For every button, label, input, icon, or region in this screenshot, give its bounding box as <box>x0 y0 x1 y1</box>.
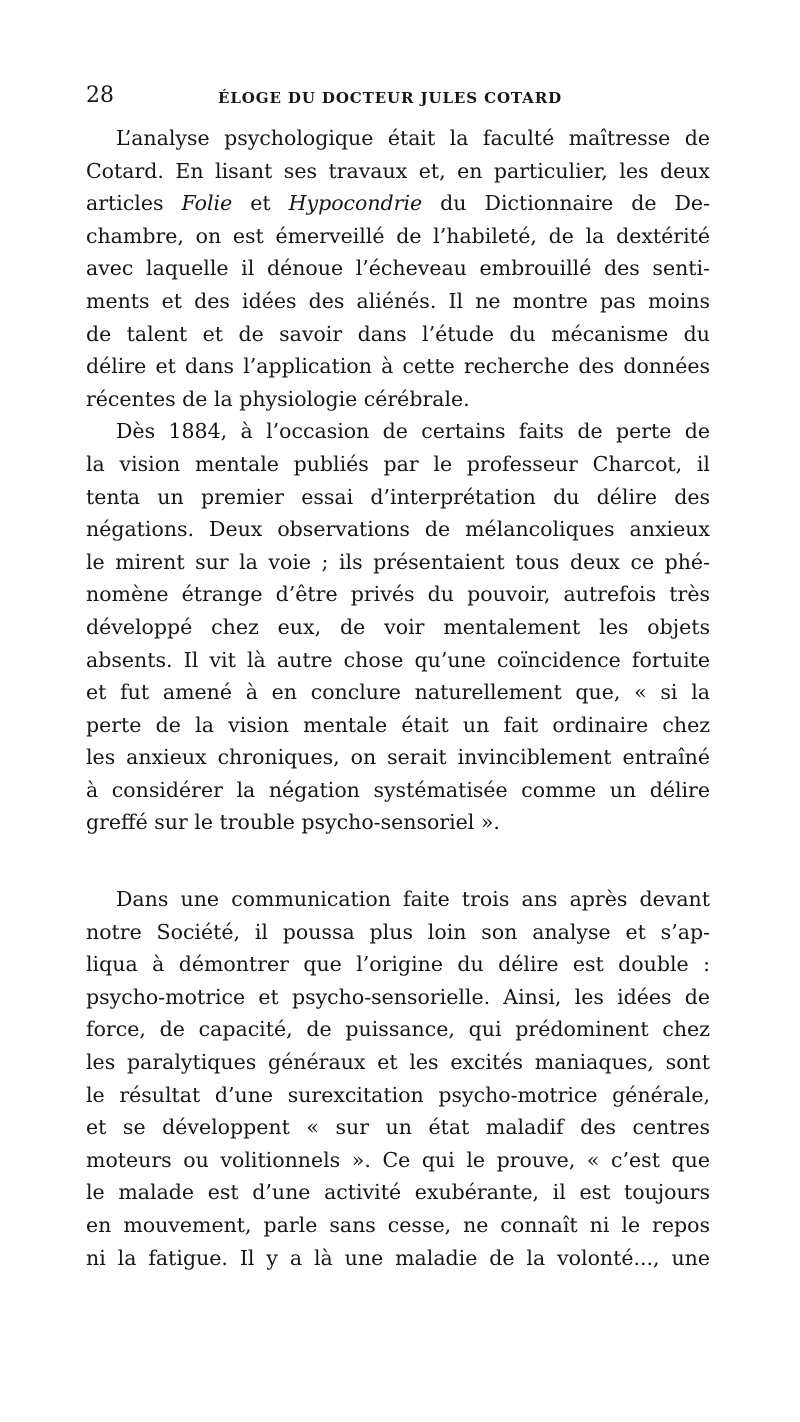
paragraph-gap <box>86 839 710 883</box>
text-line: greffé sur le trouble psycho-sensoriel ». <box>86 810 500 835</box>
paragraph <box>86 122 710 415</box>
text-line: moteurs ou volitionnels ». Ce qui le prouve, « c’est que <box>86 1147 710 1172</box>
text-line: en mouvement, parle sans cesse, ne connaît ni le repos <box>86 1213 710 1237</box>
text-line: L’analyse psychologique était la faculté maîtresse de <box>116 126 710 150</box>
running-head <box>86 76 710 116</box>
text-line: liqua à démontrer que l’origine du délire est double : <box>86 952 710 977</box>
text-line: développé chez eux, de voir mentalement les objets <box>86 614 710 639</box>
text-line: les anxieux chroniques, on serait invinciblement entraîné <box>86 745 710 770</box>
text-line: Cotard. En lisant ses travaux et, en particulier, les deux <box>86 158 710 183</box>
paragraph <box>86 415 710 839</box>
text-line: et se développent « sur un état maladif des centres <box>86 1115 710 1140</box>
text-line: articles Folie et Hypocondrie du Dictionnaire de De- <box>86 191 710 216</box>
text-line: la vision mentale publiés par le professeur Charcot, il <box>86 451 710 476</box>
text-line: perte de la vision mentale était un fait ordinaire chez <box>86 712 710 737</box>
text-line: à considérer la négation systématisée comme un délire <box>86 777 710 802</box>
book-page <box>86 76 710 1274</box>
text-line: le mirent sur la voie ; ils présentaient tous deux ce phé- <box>86 549 710 574</box>
text-line: Dans une communication faite trois ans après devant <box>116 887 710 912</box>
text-line: psycho-motrice et psycho-sensorielle. Ainsi, les idées de <box>86 984 710 1009</box>
body-text <box>86 122 710 1274</box>
text-line: avec laquelle il dénoue l’écheveau embrouillé des senti- <box>86 256 710 281</box>
text-line: absents. Il vit là autre chose qu’une coïncidence fortuite <box>86 647 710 672</box>
text-line: nomène étrange d’être privés du pouvoir, autrefois très <box>86 582 710 607</box>
text-line: le malade est d’une activité exubérante, il est toujours <box>86 1180 710 1205</box>
text-line: force, de capacité, de puissance, qui prédominent chez <box>86 1017 710 1042</box>
text-line: de talent et de savoir dans l’étude du mécanisme du <box>86 321 710 346</box>
running-title: ÉLOGE DU DOCTEUR JULES COTARD <box>218 89 562 107</box>
text-line: négations. Deux observations de mélancoliques anxieux <box>86 517 710 542</box>
text-line: notre Société, il poussa plus loin son analyse et s’ap- <box>86 919 710 944</box>
text-line: délire et dans l’application à cette recherche des données <box>86 354 710 379</box>
text-line: chambre, on est émerveillé de l’habileté, de la dextérité <box>86 223 710 248</box>
text-line: récentes de la physiologie cérébrale. <box>86 386 470 411</box>
text-line: et fut amené à en conclure naturellement que, « si la <box>86 680 710 705</box>
text-line: ments et des idées des aliénés. Il ne montre pas moins <box>86 288 710 313</box>
text-line: tenta un premier essai d’interprétation du délire des <box>86 484 710 509</box>
text-line: le résultat d’une surexcitation psycho-motrice générale, <box>86 1082 710 1107</box>
text-line: ni la fatigue. Il y a là une maladie de la volonté..., une <box>86 1245 710 1270</box>
text-line: Dès 1884, à l’occasion de certains faits de perte de <box>116 419 710 444</box>
paragraph <box>86 883 710 1274</box>
page-number: 28 <box>86 83 114 108</box>
text-line: les paralytiques généraux et les excités maniaques, sont <box>86 1050 710 1075</box>
